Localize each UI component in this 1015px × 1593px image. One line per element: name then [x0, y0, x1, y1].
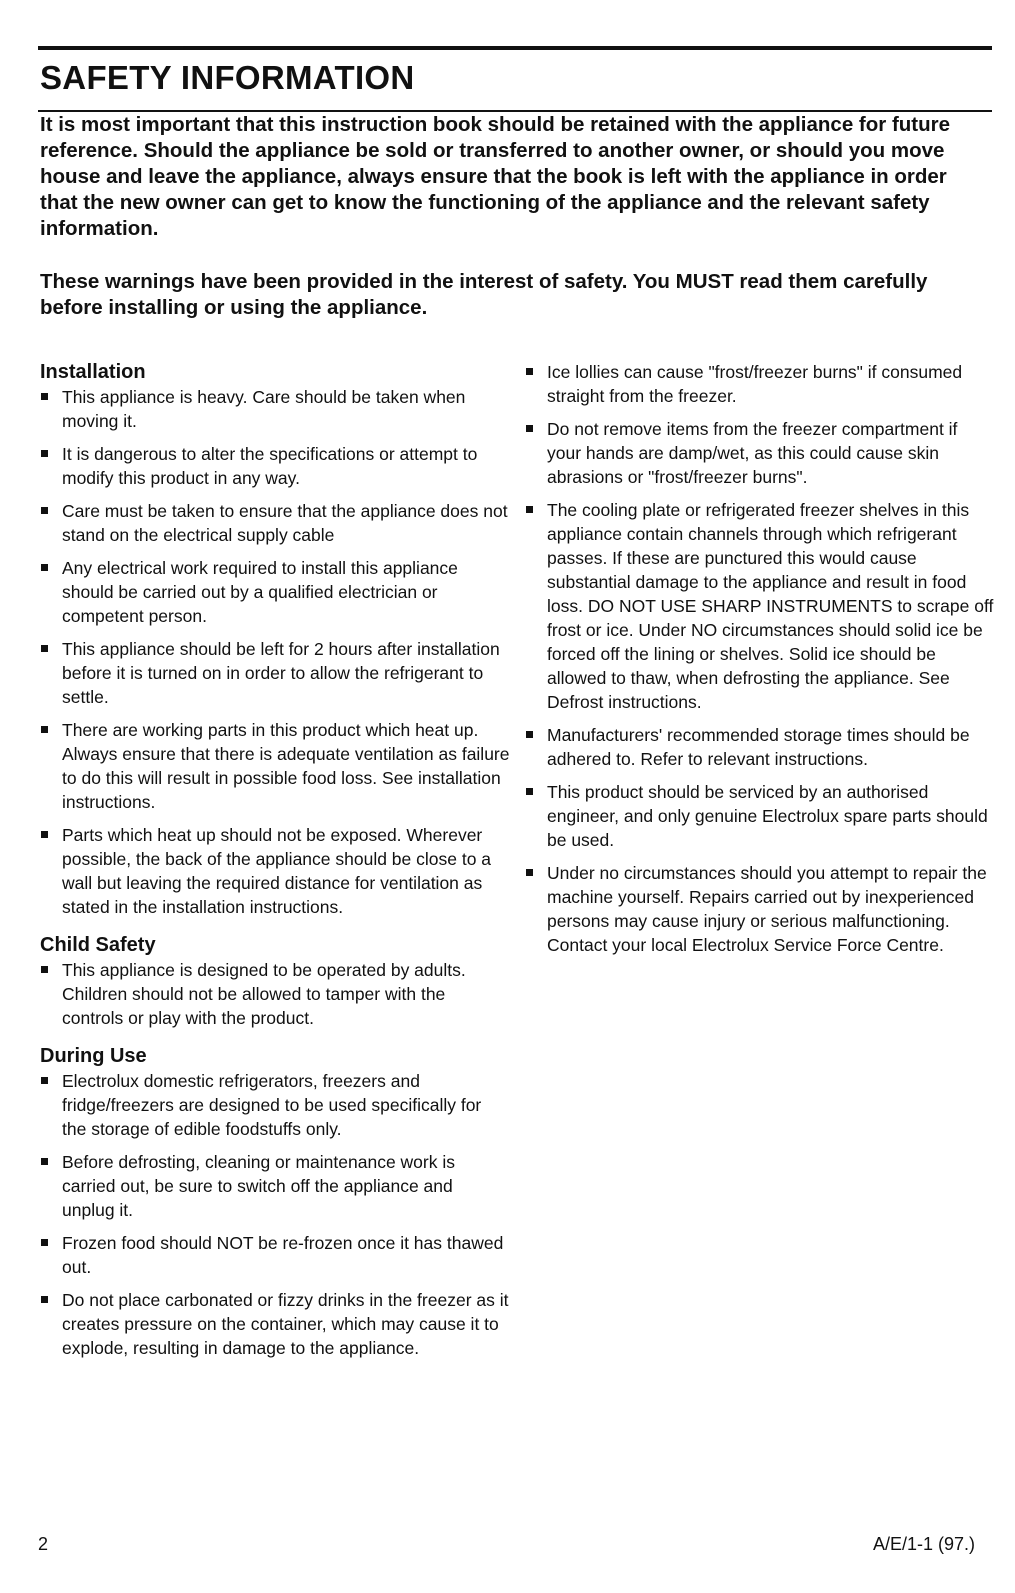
square-bullet-icon [41, 1158, 48, 1165]
warning-paragraph: These warnings have been provided in the interest of safety. You MUST read them carefully before installing or using the appliance. [40, 270, 928, 319]
during-use-section [40, 1044, 510, 1360]
document-code: A/E/1-1 (97.) [872, 1534, 975, 1554]
list-item [525, 417, 995, 489]
list-item-text: This appliance should be left for 2 hours after installation before it is turned on in order to allow the refrigerant to settle. [62, 639, 500, 707]
list-item-text: Ice lollies can cause "frost/freezer burns" if consumed straight from the freezer. [547, 362, 963, 406]
list-item [40, 1150, 510, 1222]
square-bullet-icon [41, 1077, 48, 1084]
list-item [40, 637, 510, 709]
list-item [40, 385, 510, 433]
square-bullet-icon [41, 1296, 48, 1303]
list-item [525, 780, 995, 852]
list-item [525, 861, 995, 957]
list-item-text: Manufacturers' recommended storage times should be adhered to. Refer to relevant instructions. [547, 725, 970, 769]
installation-heading: Installation [40, 361, 146, 383]
list-item-text: It is dangerous to alter the specifications or attempt to modify this product in any way. [62, 444, 478, 488]
square-bullet-icon [526, 731, 533, 738]
square-bullet-icon [41, 1239, 48, 1246]
square-bullet-icon [526, 368, 533, 375]
square-bullet-icon [41, 393, 48, 400]
list-item [40, 823, 510, 919]
child-safety-list [40, 958, 510, 1030]
child-safety-section [40, 933, 510, 1030]
child-safety-heading: Child Safety [40, 934, 156, 956]
list-item [525, 360, 995, 408]
during-use-heading: During Use [40, 1045, 147, 1067]
list-item-text: This appliance is designed to be operated by adults. Children should not be allowed to tamper with the controls or play with the product. [62, 960, 466, 1028]
list-item [40, 958, 510, 1030]
list-item-text: Frozen food should NOT be re-frozen once it has thawed out. [62, 1233, 504, 1277]
list-item [40, 1288, 510, 1360]
list-item-text: Under no circumstances should you attempt to repair the machine yourself. Repairs carried out by inexperienced persons may cause injury or serious malfunctioning. Contact your local Electrolux Service Force Centre. [547, 863, 987, 955]
list-item [40, 556, 510, 628]
intro-paragraph: It is most important that this instruction book should be retained with the appliance for future reference. Should the appliance be sold or transferred to another owner, or should you move house and leave the appliance, always ensure that the book is left with the appliance in order that the new owner can get to know the functioning of the appliance and the relevant safety information. [40, 113, 951, 240]
square-bullet-icon [41, 564, 48, 571]
list-item-text: Any electrical work required to install this appliance should be carried out by a qualified electrician or competent person. [62, 558, 458, 626]
square-bullet-icon [526, 425, 533, 432]
right-column [525, 360, 995, 966]
list-item [525, 498, 995, 714]
list-item-text: Electrolux domestic refrigerators, freezers and fridge/freezers are designed to be used specifically for the storage of edible foodstuffs only. [62, 1071, 482, 1139]
square-bullet-icon [41, 450, 48, 457]
installation-list [40, 385, 510, 919]
square-bullet-icon [526, 506, 533, 513]
page-title: SAFETY INFORMATION [40, 59, 415, 96]
list-item [40, 1069, 510, 1141]
page-number: 2 [38, 1534, 49, 1554]
list-item-text: This appliance is heavy. Care should be taken when moving it. [62, 387, 466, 431]
during-use-list [40, 1069, 510, 1360]
top-rule [38, 46, 992, 50]
list-item-text: Do not place carbonated or fizzy drinks in the freezer as it creates pressure on the container, which may cause it to explode, resulting in damage to the appliance. [62, 1290, 509, 1358]
square-bullet-icon [41, 831, 48, 838]
list-item [525, 723, 995, 771]
list-item-text: Do not remove items from the freezer compartment if your hands are damp/wet, as this could cause skin abrasions or "frost/freezer burns". [547, 419, 958, 487]
square-bullet-icon [41, 645, 48, 652]
left-column [40, 360, 510, 1374]
square-bullet-icon [41, 507, 48, 514]
list-item-text: There are working parts in this product which heat up. Always ensure that there is adequate ventilation as failure to do this will result in possible food loss. See installation instructions. [62, 720, 510, 812]
list-item-text: This product should be serviced by an authorised engineer, and only genuine Electrolux spare parts should be used. [547, 782, 988, 850]
square-bullet-icon [41, 726, 48, 733]
list-item [40, 442, 510, 490]
list-item-text: The cooling plate or refrigerated freezer shelves in this appliance contain channels through which refrigerant passes. If these are punctured this would cause substantial damage to the appliance and result in food loss. DO NOT USE SHARP INSTRUMENTS to scrape off frost or ice. Under NO circumstances should solid ice be forced off the lining or shelves. Solid ice should be allowed to thaw, when defrosting the appliance. See Defrost instructions. [547, 500, 994, 712]
list-item [40, 1231, 510, 1279]
installation-section [40, 360, 510, 919]
list-item-text: Parts which heat up should not be exposed. Wherever possible, the back of the appliance should be close to a wall but leaving the required distance for ventilation as stated in the installation instructions. [62, 825, 492, 917]
list-item [40, 499, 510, 547]
square-bullet-icon [526, 869, 533, 876]
square-bullet-icon [526, 788, 533, 795]
list-item-text: Before defrosting, cleaning or maintenance work is carried out, be sure to switch off the appliance and unplug it. [62, 1152, 455, 1220]
right-column-list [525, 360, 995, 957]
square-bullet-icon [41, 966, 48, 973]
list-item-text: Care must be taken to ensure that the appliance does not stand on the electrical supply cable [62, 501, 508, 545]
list-item [40, 718, 510, 814]
